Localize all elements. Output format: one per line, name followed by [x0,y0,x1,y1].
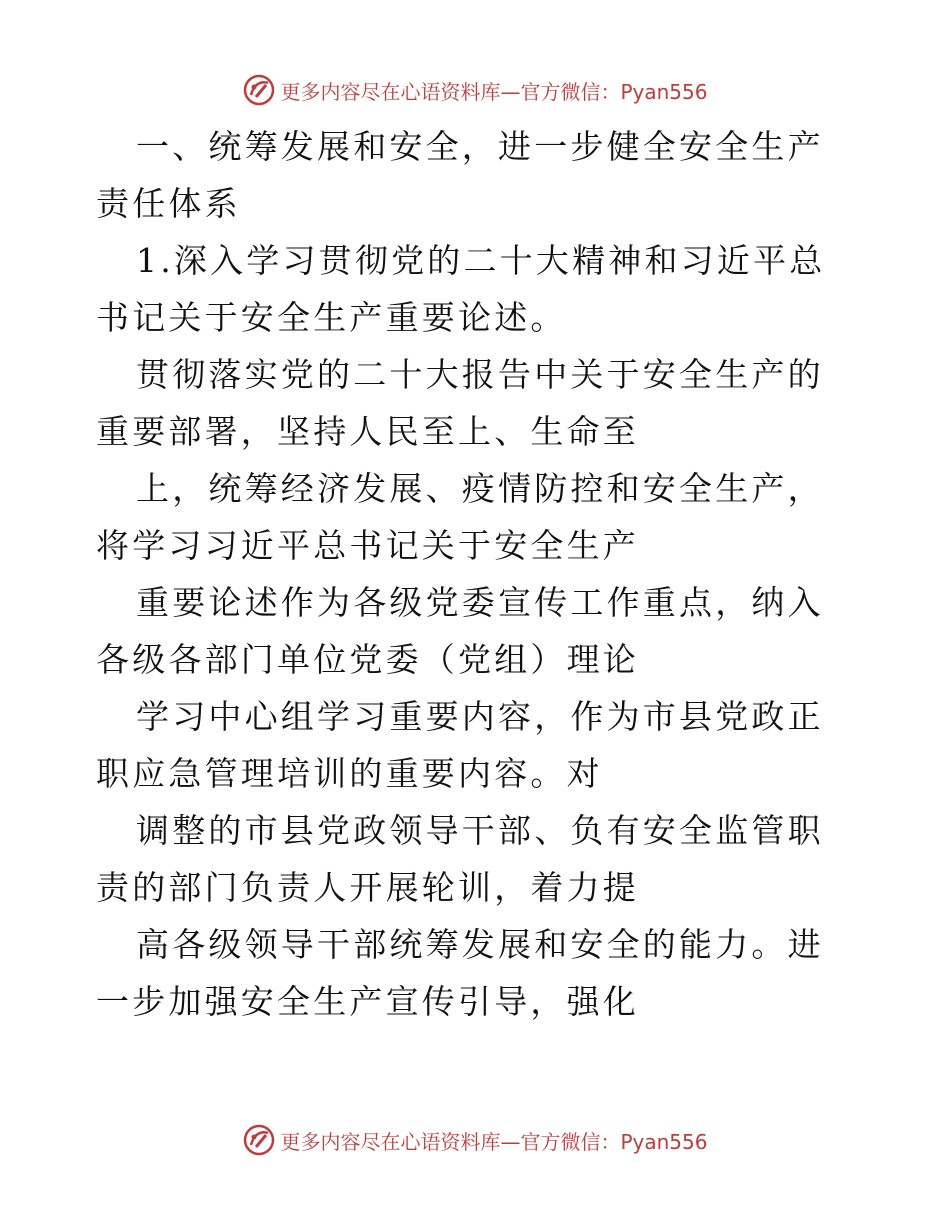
paragraph: 上，统筹经济发展、疫情防控和安全生产，将学习习近平总书记关于安全生产 [96,469,824,565]
footer-banner [0,1120,950,1160]
paragraph: 1.深入学习贯彻党的二十大精神和习近平总书记关于安全生产重要论述。 [96,241,826,337]
footer-banner-text: 更多内容尽在心语资料库—官方微信：Pyan556 [280,1129,708,1154]
header-banner-text: 更多内容尽在心语资料库—官方微信：Pyan556 [280,79,708,104]
paragraph: 学习中心组学习重要内容，作为市县党政正职应急管理培训的重要内容。对 [96,697,824,793]
paragraph: 贯彻落实党的二十大报告中关于安全生产的重要部署，坚持人民至上、生命至 [96,355,824,451]
paragraph: 重要论述作为各级党委宣传工作重点，纳入各级各部门单位党委（党组）理论 [96,583,824,679]
brand-logo-icon [242,1123,276,1157]
document-body [96,118,856,1030]
paragraph: 高各级领导干部统筹发展和安全的能力。进一步加强安全生产宣传引导，强化 [96,925,824,1021]
paragraph: 调整的市县党政领导干部、负有安全监管职责的部门负责人开展轮训，着力提 [96,811,824,907]
section-heading: 一、统筹发展和安全，进一步健全安全生产责任体系 [96,127,824,223]
header-banner [0,70,950,110]
brand-logo-icon [242,73,276,107]
